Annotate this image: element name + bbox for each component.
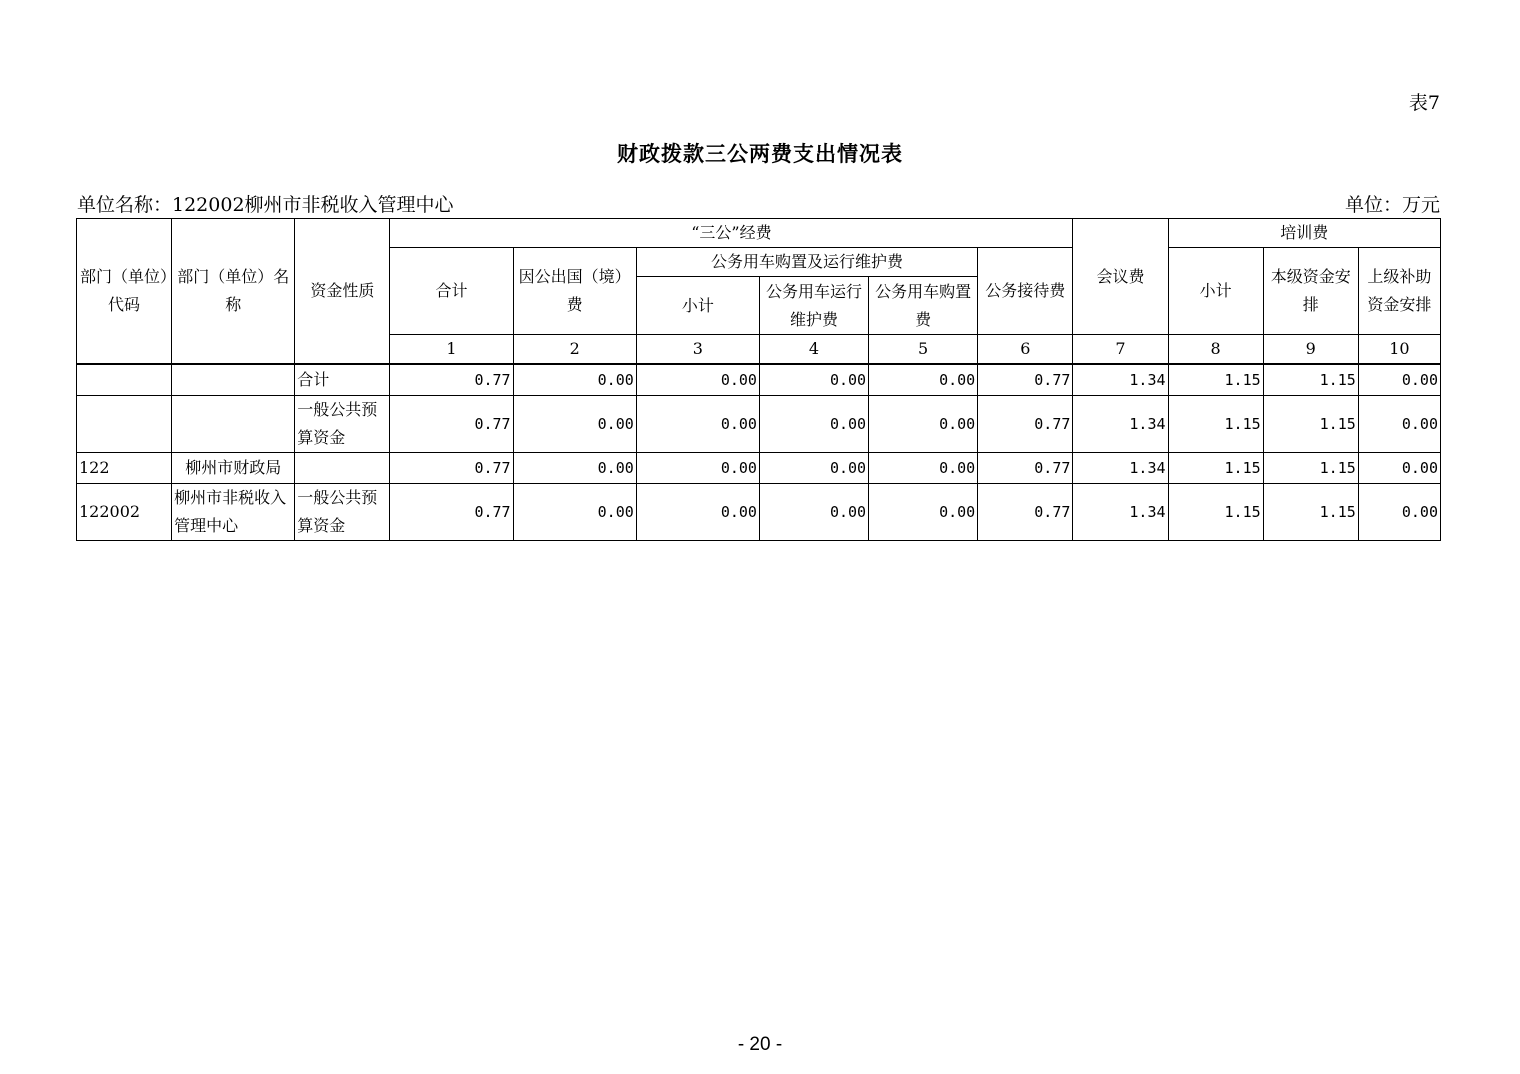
cell-train-subtotal: 1.15 <box>1168 484 1263 541</box>
cell-abroad: 0.00 <box>513 453 636 484</box>
header-train-own: 本级资金安排 <box>1263 248 1358 335</box>
cell-car-buy: 0.00 <box>869 396 978 453</box>
currency-unit: 单位：万元 <box>1344 194 1440 216</box>
header-reception: 公务接待费 <box>978 248 1073 335</box>
cell-total: 0.77 <box>390 364 513 396</box>
cell-abroad: 0.00 <box>513 484 636 541</box>
header-meeting: 会议费 <box>1073 219 1168 335</box>
header-training: 培训费 <box>1168 219 1440 248</box>
col-number: 8 <box>1168 335 1263 365</box>
cell-train-subtotal: 1.15 <box>1168 396 1263 453</box>
cell-car-subtotal: 0.00 <box>636 453 759 484</box>
header-dept-name: 部门（单位）名称 <box>172 219 295 365</box>
header-train-upper: 上级补助资金安排 <box>1358 248 1440 335</box>
col-number: 6 <box>978 335 1073 365</box>
row-fund: 合计 <box>295 364 390 396</box>
col-number: 10 <box>1358 335 1440 365</box>
header-train-subtotal: 小计 <box>1168 248 1263 335</box>
cell-reception: 0.77 <box>978 364 1073 396</box>
cell-car-subtotal: 0.00 <box>636 364 759 396</box>
cell-abroad: 0.00 <box>513 396 636 453</box>
cell-train-subtotal: 1.15 <box>1168 364 1263 396</box>
table-row <box>77 396 1441 453</box>
row-code <box>77 396 172 453</box>
cell-car-buy: 0.00 <box>869 453 978 484</box>
row-name: 柳州市非税收入管理中心 <box>172 484 295 541</box>
cell-train-own: 1.15 <box>1263 396 1358 453</box>
col-number: 1 <box>390 335 513 365</box>
cell-car-run: 0.00 <box>759 364 868 396</box>
header-car-subtotal: 小计 <box>636 277 759 335</box>
row-fund <box>295 453 390 484</box>
cell-abroad: 0.00 <box>513 364 636 396</box>
cell-car-buy: 0.00 <box>869 484 978 541</box>
cell-total: 0.77 <box>390 484 513 541</box>
header-abroad: 因公出国（境）费 <box>513 248 636 335</box>
header-car-run: 公务用车运行维护费 <box>759 277 868 335</box>
row-code: 122 <box>77 453 172 484</box>
unit-line <box>77 190 1440 217</box>
cell-train-own: 1.15 <box>1263 484 1358 541</box>
header-total: 合计 <box>390 248 513 335</box>
col-number: 3 <box>636 335 759 365</box>
cell-train-upper: 0.00 <box>1358 484 1440 541</box>
cell-meeting: 1.34 <box>1073 484 1168 541</box>
row-code: 122002 <box>77 484 172 541</box>
cell-train-own: 1.15 <box>1263 364 1358 396</box>
cell-train-upper: 0.00 <box>1358 364 1440 396</box>
expense-table <box>76 218 1441 541</box>
cell-train-upper: 0.00 <box>1358 396 1440 453</box>
header-row-1 <box>77 219 1441 248</box>
cell-car-run: 0.00 <box>759 396 868 453</box>
row-code <box>77 364 172 396</box>
cell-total: 0.77 <box>390 453 513 484</box>
row-fund: 一般公共预算资金 <box>295 396 390 453</box>
header-fund-type: 资金性质 <box>295 219 390 365</box>
page-title: 财政拨款三公两费支出情况表 <box>617 141 903 166</box>
col-number: 7 <box>1073 335 1168 365</box>
col-number: 4 <box>759 335 868 365</box>
cell-reception: 0.77 <box>978 484 1073 541</box>
header-car-buy: 公务用车购置费 <box>869 277 978 335</box>
cell-train-subtotal: 1.15 <box>1168 453 1263 484</box>
table-row <box>77 364 1441 396</box>
row-name: 柳州市财政局 <box>172 453 295 484</box>
cell-meeting: 1.34 <box>1073 396 1168 453</box>
row-name <box>172 364 295 396</box>
cell-car-buy: 0.00 <box>869 364 978 396</box>
unit-name: 单位名称：122002柳州市非税收入管理中心 <box>77 194 454 216</box>
cell-meeting: 1.34 <box>1073 453 1168 484</box>
row-fund: 一般公共预算资金 <box>295 484 390 541</box>
table-row <box>77 484 1441 541</box>
cell-car-subtotal: 0.00 <box>636 484 759 541</box>
header-sangong: “三公”经费 <box>390 219 1073 248</box>
page-number: - 20 - <box>737 1034 783 1055</box>
cell-car-subtotal: 0.00 <box>636 396 759 453</box>
cell-train-upper: 0.00 <box>1358 453 1440 484</box>
cell-total: 0.77 <box>390 396 513 453</box>
header-dept-code: 部门（单位）代码 <box>77 219 172 365</box>
col-number: 9 <box>1263 335 1358 365</box>
cell-reception: 0.77 <box>978 396 1073 453</box>
cell-car-run: 0.00 <box>759 484 868 541</box>
cell-train-own: 1.15 <box>1263 453 1358 484</box>
cell-car-run: 0.00 <box>759 453 868 484</box>
col-number: 2 <box>513 335 636 365</box>
cell-meeting: 1.34 <box>1073 364 1168 396</box>
header-car: 公务用车购置及运行维护费 <box>636 248 977 277</box>
row-name <box>172 396 295 453</box>
cell-reception: 0.77 <box>978 453 1073 484</box>
table-number: 表7 <box>1408 92 1440 114</box>
col-number: 5 <box>869 335 978 365</box>
table-row <box>77 453 1441 484</box>
